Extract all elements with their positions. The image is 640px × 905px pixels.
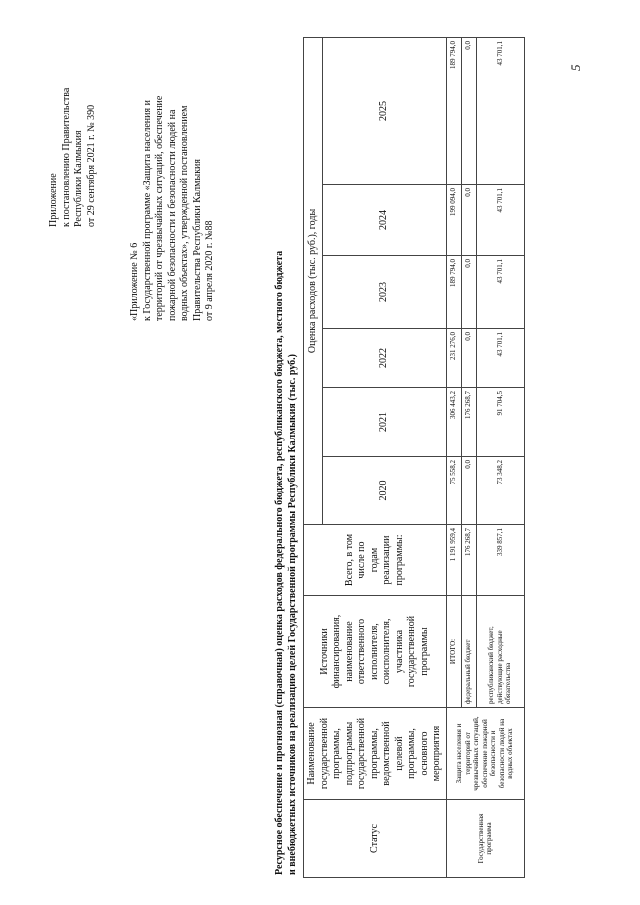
value-cell: 306 443,2 <box>446 388 461 457</box>
source-cell: республиканский бюджет, действующие расходные обязательства <box>476 596 524 708</box>
value-cell: 0,0 <box>461 37 476 184</box>
header-line: исполнителя, <box>368 623 380 680</box>
value-cell: 43 701,1 <box>476 185 524 256</box>
header-line: Источники <box>318 628 330 675</box>
value-cell: 199 094,0 <box>446 185 461 256</box>
header-line: числе по <box>356 541 367 579</box>
total-cell: 1 191 959,4 <box>446 525 461 596</box>
header-line: ответственного <box>356 618 367 685</box>
value-cell: 43 701,1 <box>476 256 524 329</box>
approval-line: Республики Калмыкия <box>73 130 84 227</box>
header-line: мероприятия <box>431 725 442 782</box>
source-cell: федеральный бюджет <box>461 596 476 708</box>
header-total <box>304 525 447 596</box>
header-line: реализации <box>381 535 392 585</box>
header-line: государственной <box>406 615 417 688</box>
table-heading <box>273 251 299 875</box>
value-cell: 75 558,2 <box>446 457 461 525</box>
table-row <box>446 37 461 877</box>
header-estimate: Оценка расходов (тыс. руб.), годы <box>304 37 323 524</box>
annex-line: пожарной безопасности и безопасности людей на <box>166 109 178 321</box>
header-line: программы, <box>331 728 342 779</box>
header-line: программы, <box>368 728 380 779</box>
approval-line: к постановлению Правительства <box>60 87 72 227</box>
approval-block <box>48 88 98 227</box>
value-cell: 0,0 <box>461 457 476 525</box>
annex-line: Правительства Республики Калмыкия <box>191 158 203 321</box>
header-line: ведомственной <box>381 721 392 786</box>
value-cell: 231 276,0 <box>446 329 461 388</box>
header-line: программы: <box>393 534 405 586</box>
value-cell: 189 794,0 <box>446 37 461 184</box>
header-line: программы <box>418 627 430 676</box>
value-cell: 0,0 <box>461 256 476 329</box>
value-cell: 43 701,1 <box>476 329 524 388</box>
value-cell: 176 268,7 <box>461 388 476 457</box>
annex-line: «Приложение № 6 <box>129 242 140 321</box>
header-line: финансирования, <box>331 614 342 689</box>
annex-reference-block <box>129 96 217 321</box>
heading-line-2: и внебюджетных источников на реализацию целей Государственной программы Республики Калмыкия (тыс. руб.) <box>287 354 298 875</box>
annex-line: водных объектах», утвержденной постановлением <box>179 105 190 321</box>
total-cell: 176 268,7 <box>461 525 476 596</box>
page-number: 5 <box>568 64 583 71</box>
value-cell: 91 704,5 <box>476 388 524 457</box>
header-line: наименование <box>343 621 355 682</box>
header-line: государственной <box>356 717 367 790</box>
header-line: Всего, в том <box>343 533 355 587</box>
annex-line: к Государственной программе «Защита населения и <box>141 100 153 321</box>
header-year: 2025 <box>322 37 446 184</box>
header-year: 2024 <box>322 185 446 256</box>
program-name-cell: Защита населения и территорий от чрезвычайных ситуаций, обеспечение пожарной безопасности и безопасности людей на водных объектах <box>446 708 524 800</box>
annex-line: от 9 апреля 2020 г. №88 <box>204 220 215 321</box>
approval-line: от 29 сентября 2021 г. № 390 <box>85 104 97 227</box>
header-year: 2021 <box>322 388 446 457</box>
header-year: 2020 <box>322 457 446 525</box>
status-cell: Государственная программа <box>446 800 524 878</box>
header-year: 2022 <box>322 329 446 388</box>
header-line: подпрограммы <box>343 721 355 786</box>
annex-line: территорий от чрезвычайных ситуаций, обеспечение <box>154 95 165 321</box>
value-cell: 73 348,2 <box>476 457 524 525</box>
header-line: целевой программы, <box>393 728 417 779</box>
approval-line: Приложение <box>48 173 59 227</box>
header-status: Статус <box>304 800 447 878</box>
header-line: Наименование <box>306 722 317 785</box>
value-cell: 189 794,0 <box>446 256 461 329</box>
value-cell: 0,0 <box>461 185 476 256</box>
value-cell: 43 701,1 <box>476 37 524 184</box>
header-line: годам <box>368 547 380 573</box>
heading-line-1: Ресурсное обеспечение и прогнозная (справочная) оценка расходов федерального бюджета, республиканского бюджета, местного бюджета <box>274 250 285 875</box>
header-sources <box>304 596 447 708</box>
header-line: участника <box>393 629 405 674</box>
resource-table <box>303 37 525 878</box>
header-line: соисполнителя, <box>381 618 392 685</box>
header-program-name <box>304 708 447 800</box>
header-line: основного <box>418 731 430 776</box>
header-line: государственной <box>318 717 330 790</box>
source-cell: ИТОГО: <box>446 596 461 708</box>
total-cell: 339 857,1 <box>476 525 524 596</box>
header-year: 2023 <box>322 256 446 329</box>
value-cell: 0,0 <box>461 329 476 388</box>
